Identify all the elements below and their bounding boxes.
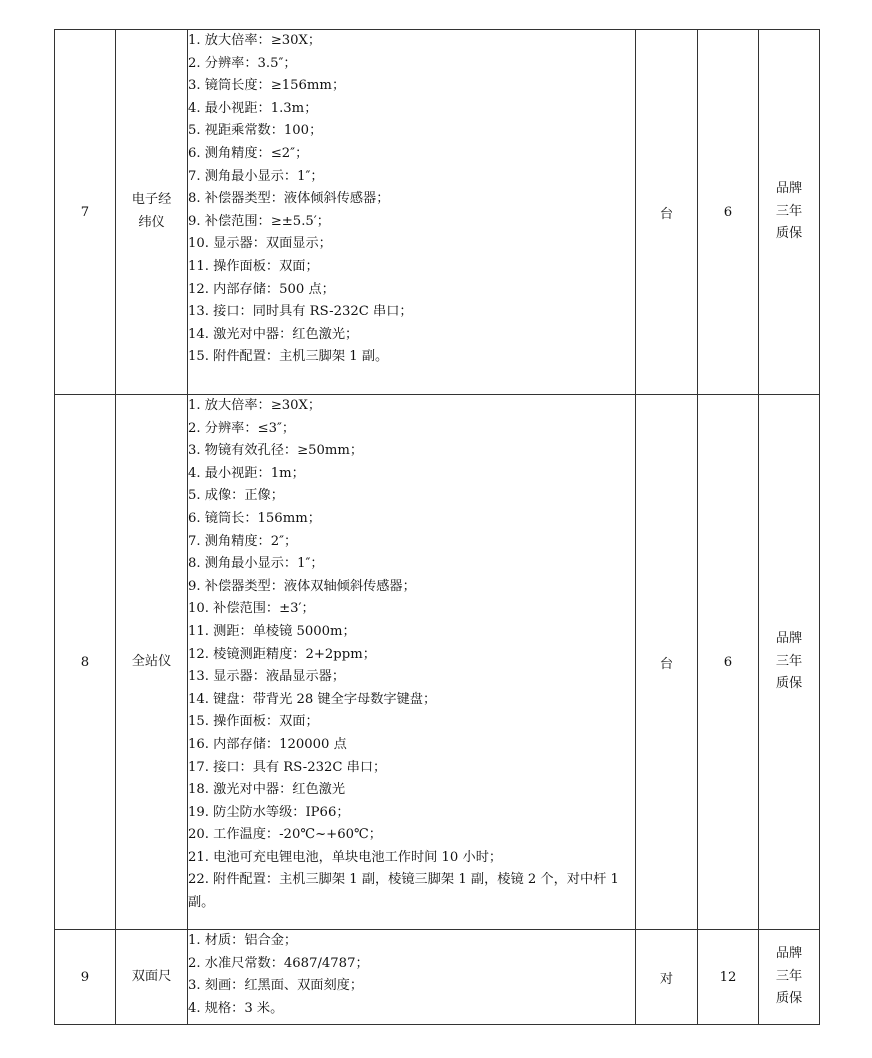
spec-line: 14. 激光对中器：红色激光； — [188, 326, 359, 342]
spec-line: 6. 测角精度：≤2″； — [188, 145, 309, 161]
spec-line: 5. 成像：正像； — [188, 488, 284, 504]
spec-line: 5. 视距乘常数：100； — [188, 123, 323, 139]
spec-line: 19. 防尘防水等级：IP66； — [188, 804, 350, 820]
spec-line: 2. 分辨率：3.5″； — [188, 55, 297, 71]
note-line: 三年 — [775, 203, 803, 219]
spec-line: 6. 镜筒长：156mm； — [188, 510, 321, 526]
note-cell — [759, 930, 820, 1025]
note-line: 品牌 — [775, 181, 803, 197]
item-number-cell: 7 — [55, 30, 116, 395]
spec-line: 3. 物镜有效孔径：≥50mm； — [188, 443, 364, 459]
spec-line: 8. 补偿器类型：液体倾斜传感器； — [188, 191, 390, 207]
spec-cell — [188, 30, 636, 395]
spec-line: 11. 操作面板：双面； — [188, 258, 319, 274]
spec-line: 2. 水准尺常数：4687/4787； — [188, 955, 369, 971]
spec-line: 17. 接口：具有 RS-232C 串口； — [188, 759, 387, 775]
spec-line: 1. 放大倍率：≥30X； — [188, 398, 322, 413]
spec-line: 1. 材质：铝合金； — [188, 933, 298, 948]
spec-line: 14. 键盘：带背光 28 键全字母数字键盘； — [188, 691, 437, 707]
quantity-cell: 6 — [698, 30, 759, 395]
item-name-cell — [116, 930, 188, 1025]
spec-line: 10. 补偿范围：±3′； — [188, 601, 315, 617]
note-line: 品牌 — [775, 631, 803, 647]
spec-line: 4. 最小视距：1.3m； — [188, 100, 318, 116]
unit-cell: 对 — [636, 930, 698, 1025]
spec-line: 20. 工作温度：-20℃~+60℃； — [188, 827, 382, 843]
spec-line: 16. 内部存储：120000 点 — [188, 736, 347, 752]
note-cell — [759, 30, 820, 395]
spec-line: 7. 测角最小显示：1″； — [188, 168, 324, 184]
quantity-cell: 12 — [698, 930, 759, 1025]
note-line: 质保 — [775, 226, 803, 242]
quantity-cell: 6 — [698, 395, 759, 930]
spec-line: 1. 放大倍率：≥30X； — [188, 33, 322, 48]
item-name-line: 纬仪 — [138, 215, 165, 230]
spec-line: 9. 补偿器类型：液体双轴倾斜传感器； — [188, 578, 416, 594]
spec-line: 10. 显示器：双面显示； — [188, 236, 332, 252]
item-number-cell: 8 — [55, 395, 116, 930]
equipment-spec-table — [54, 29, 820, 1025]
note-line: 三年 — [775, 653, 803, 669]
table-row — [55, 395, 820, 930]
item-number-cell: 9 — [55, 930, 116, 1025]
spec-line: 3. 刻画：红黑面、双面刻度； — [188, 978, 364, 994]
unit-cell: 台 — [636, 395, 698, 930]
note-line: 质保 — [775, 676, 803, 692]
unit-cell: 台 — [636, 30, 698, 395]
item-name-line: 双面尺 — [131, 968, 172, 984]
item-name-cell — [116, 395, 188, 930]
table-body — [55, 30, 820, 1025]
spec-line: 22. 附件配置：主机三脚架 1 副，棱镜三脚架 1 副，棱镜 2 个，对中杆 1 副。 — [188, 872, 619, 911]
spec-line: 4. 规格：3 米。 — [188, 1000, 284, 1016]
spec-line: 13. 接口：同时具有 RS-232C 串口； — [188, 304, 413, 320]
note-cell — [759, 395, 820, 930]
spec-line: 3. 镜筒长度：≥156mm； — [188, 78, 346, 94]
table-row — [55, 30, 820, 395]
spec-cell — [188, 395, 636, 930]
table-row — [55, 930, 820, 1025]
spec-line: 2. 分辨率：≤3″； — [188, 420, 296, 436]
item-name-line: 全站仪 — [131, 653, 172, 669]
spec-line: 4. 最小视距：1m； — [188, 465, 305, 481]
note-line: 三年 — [775, 968, 803, 984]
spec-line: 11. 测距：单棱镜 5000m； — [188, 623, 356, 639]
spec-line: 9. 补偿范围：≥±5.5′； — [188, 213, 330, 229]
note-line: 品牌 — [775, 946, 803, 962]
spec-line: 13. 显示器：液晶显示器； — [188, 669, 346, 685]
note-line: 质保 — [775, 991, 803, 1007]
spec-line: 12. 内部存储：500 点； — [188, 281, 335, 297]
spec-cell — [188, 930, 636, 1025]
spec-line: 18. 激光对中器：红色激光 — [188, 782, 346, 798]
spec-line: 12. 棱镜测距精度：2+2ppm； — [188, 646, 376, 662]
spec-line: 15. 操作面板：双面； — [188, 714, 319, 730]
spec-line: 15. 附件配置：主机三脚架 1 副。 — [188, 349, 389, 365]
spec-line: 8. 测角最小显示：1″； — [188, 556, 324, 572]
item-name-cell — [116, 30, 188, 395]
spec-line: 7. 测角精度：2″； — [188, 533, 298, 549]
spec-line: 21. 电池可充电锂电池，单块电池工作时间 10 小时； — [188, 849, 503, 865]
item-name-line: 电子经 — [131, 192, 172, 208]
